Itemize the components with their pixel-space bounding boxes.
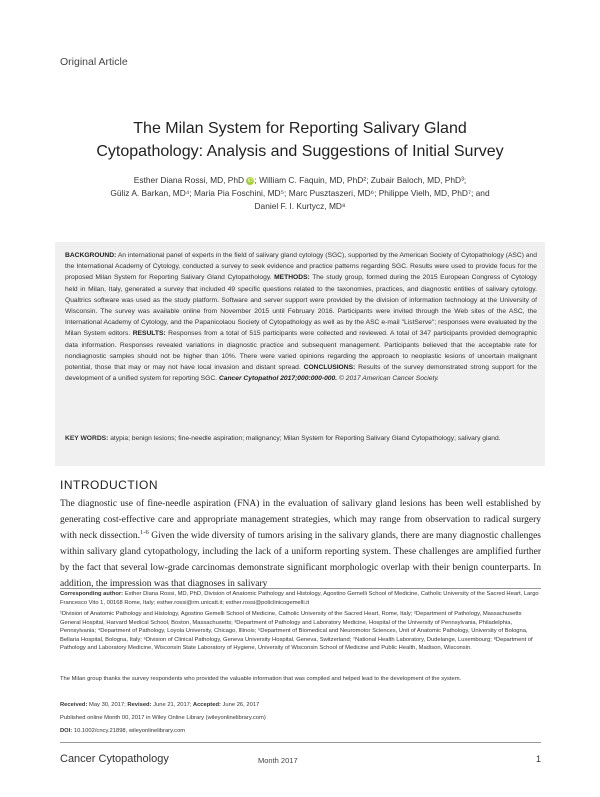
intro-paragraph-part-1: The diagnostic use of fine-needle aspiration (FNA) in the evaluation of salivary gland lesions has been well established by generating cost-effective care and appropriate management strategies, which may range from observation to radical surgery with neck dissection. <box>60 499 541 541</box>
revised-date: June 21, 2017; <box>151 702 192 708</box>
background-label: BACKGROUND: <box>65 252 117 259</box>
doi <box>60 727 541 736</box>
authors-line-3: Daniel F. I. Kurtycz, MD⁸ <box>254 201 346 211</box>
copyright: © 2017 American Cancer Society. <box>337 375 440 383</box>
conclusions-text: Results of the survey demonstrated strong support for the development of a unified system for reporting SGC. <box>65 364 538 383</box>
issue-month: Month 2017 <box>258 756 298 765</box>
accepted-label: Accepted: <box>191 702 221 708</box>
author-name: Esther Diana Rossi, MD, PhD <box>133 175 245 185</box>
acknowledgment: The Milan group thanks the survey respondents who provided the valuable information that was compiled and helped lead to the development of the system. <box>60 676 462 682</box>
methods-label: METHODS: <box>271 274 310 282</box>
citation: Cancer Cytopathol 2017;000:000-000. <box>217 375 338 383</box>
authors-line-1 <box>75 174 525 187</box>
accepted-date: June 26, 2017 <box>220 702 260 708</box>
citation-reference[interactable]: 1-6 <box>140 528 149 536</box>
introduction-body <box>60 496 541 592</box>
footer-divider <box>60 742 541 743</box>
received-label: Received: <box>60 702 88 708</box>
abstract <box>65 250 537 384</box>
corresponding-author <box>60 590 541 607</box>
affiliations: ¹Division of Anatomic Pathology and Histology, Agostino Gemelli School of Medicine, Catholic University of the Sacred Heart, Rome, Italy; ²Department of Pathology, Massachusetts General Hospital, Harvard Medical School, Boston, Massachusetts; ³Department of Pathology and Laboratory Medicine, Hospital of the University of Pennsylvania, Philadelphia, Pennsylvania; ⁴Department of Pathology, Loyola University, Chicago, Illinois; ⁵Department of Biomedical and Neuromotor Sciences, Unit of Anatomic Pathology, University of Bologna, Bellaria Hospital, Bologna, Italy; ⁶Division of Clinical Pathology, Geneva University Hospital, Geneva, Switzerland; ⁷National Health Laboratory, Dudelange, Luxembourg; ⁸Department of Pathology and Laboratory Medicine, Wisconsin State Laboratory of Hygiene, University of Wisconsin School of Medicine and Public Health, Madison, Wisconsin. <box>60 611 533 652</box>
conclusions-label: CONCLUSIONS: <box>300 364 356 372</box>
author-list <box>75 174 525 213</box>
corresponding-label: Corresponding author: <box>60 591 124 597</box>
orcid-icon[interactable]: iD <box>248 177 253 184</box>
corresponding-text: Esther Diana Rossi, MD, PhD, Division of Anatomic Pathology and Histology, Agostino Gemelli School of Medicine, Catholic University of the Sacred Heart, Largo Francesco Vito 1, 00168 Rome, Italy; esther.rossi@rm.unicatt.it; esther.rossi@policlinicogemelli.it <box>60 591 539 606</box>
keywords-text: atypia; benign lesions; fine-needle aspiration; malignancy; Milan System for Reporting Salivary Gland Cytopathology; salivary gland. <box>108 435 501 442</box>
authors-line-2: Güliz A. Barkan, MD⁴; Maria Pia Foschini, MD⁵; Marc Pusztaszeri, MD⁶; Philippe Vielh, MD, PhD⁷; and <box>110 188 490 198</box>
author-names-cont: ; William C. Faquin, MD, PhD²; Zubair Baloch, MD, PhD³; <box>254 175 467 185</box>
received-date: May 30, 2017; <box>87 702 126 708</box>
keywords <box>65 433 537 444</box>
background-text: An international panel of experts in the field of salivary gland cytology (SGC), supported by the American Society of Cytopathology (ASC) and the International Academy of Cytology, conducted a survey to seek evidence and practice patterns regarding SGC. Results were used to provide focus for the proposed Milan System for Reporting Salivary Gland Cytopathology. <box>65 252 537 282</box>
methods-text: The study group, formed during the 2015 European Congress of Cytology held in Milan, Italy, generated a survey that included 49 specific questions related to the taxonomies, practices, and diagnostic entities of salivary cytology. Qualtrics software was used as the study platform. Software and server support were provided by the division of information technology at the University of Wisconsin. The survey was available online from November 2015 until February 2016. Participants were invited through the Web sites of the ASC, the International Academy of Cytology, and the Papanicolaou Society of Cytopathology as well as by the ASC e-mail "ListServe"; responses were evaluated by the Milan System editors. <box>65 274 537 338</box>
intro-paragraph-part-2: Given the wide diversity of tumors arising in the salivary glands, there are many diagnostic challenges within salivary gland cytopathology, including the lack of a uniform reporting system. These challenges are amplified further by the fact that several low-grade carcinomas demonstrate significant morphologic overlap with their benign counterparts. In addition, the impression was that diagnoses in salivary <box>60 531 541 589</box>
published-online: Published online Month 00, 2017 in Wiley Online Library (wileyonlinelibrary.com) <box>60 715 266 721</box>
doi-label: DOI: <box>60 728 73 734</box>
footnote-divider <box>60 588 541 589</box>
revised-label: Revised: <box>125 702 152 708</box>
journal-name: Cancer Cytopathology <box>60 753 169 765</box>
article-dates <box>60 701 541 710</box>
doi-link[interactable]: 10.1002/cncy.21898, wileyonlinelibrary.com <box>72 728 186 734</box>
article-title <box>60 117 540 163</box>
keywords-label: KEY WORDS: <box>65 435 109 442</box>
page-number: 1 <box>536 754 542 764</box>
article-type: Original Article <box>60 56 128 68</box>
title-line-1: The Milan System for Reporting Salivary Gland <box>133 120 467 137</box>
title-line-2: Cytopathology: Analysis and Suggestions of Initial Survey <box>96 143 504 160</box>
introduction-heading: INTRODUCTION <box>60 478 158 492</box>
results-text: Responses from a total of 515 participants were collected and reviewed. A total of 347 participants provided demographic data information. Responses revealed variations in diagnostic practice and subsequent management. Participants believed that the acceptable rate for nondiagnostic samples should not be higher than 10%. There were varied opinions regarding the approach to neoplastic lesions of uncertain malignant potential, those that may or may not have local invasion and distant spread. <box>65 330 537 372</box>
results-label: RESULTS: <box>130 330 166 338</box>
